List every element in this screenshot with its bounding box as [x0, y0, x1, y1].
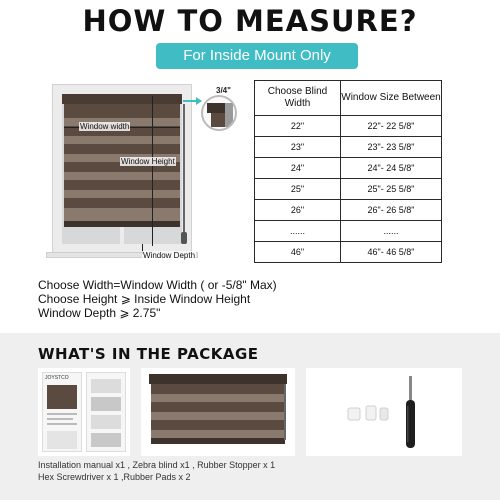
col-header-blind-width: Choose Blind Width	[255, 81, 341, 116]
table-row	[255, 242, 442, 263]
manual-step	[91, 415, 121, 429]
manual-step	[91, 433, 121, 447]
col-header-window-size: Window Size Between	[341, 81, 442, 116]
manual-text	[47, 418, 73, 420]
blind-sheer	[64, 136, 180, 144]
table-row	[255, 221, 442, 242]
manual-photo	[47, 385, 77, 409]
table-row	[255, 179, 442, 200]
table-cell: 26"- 26 5/8"	[341, 200, 442, 221]
blind-stripe	[64, 198, 180, 208]
hardware-image	[306, 368, 462, 456]
page-title: HOW TO MEASURE?	[82, 4, 418, 38]
table-cell: 24"	[255, 158, 341, 179]
table-cell: 24"- 24 5/8"	[341, 158, 442, 179]
manual-diagram	[47, 431, 77, 449]
table-cell: 25"- 25 5/8"	[341, 179, 442, 200]
manual-page-right	[86, 372, 126, 452]
height-rule: Choose Height ⩾ Inside Window Height	[38, 292, 251, 306]
inside-mount-badge: For Inside Mount Only	[156, 43, 358, 69]
height-guide-line	[152, 96, 153, 246]
width-rule: Choose Width=Window Width ( or -5/8" Max)	[38, 278, 277, 292]
manual-text	[47, 413, 77, 415]
height-label: Window Height	[121, 157, 175, 166]
table-cell: 46"- 46 5/8"	[341, 242, 442, 263]
size-table	[254, 80, 442, 263]
package-contents-line1: Installation manual x1 , Zebra blind x1 , Rubber Stopper x 1	[38, 460, 276, 470]
rubber-pad-icon	[348, 408, 360, 420]
table-row	[255, 200, 442, 221]
table-header-row	[255, 81, 442, 116]
package-title: WHAT'S IN THE PACKAGE	[38, 345, 259, 363]
blind-sheer	[64, 172, 180, 180]
zebra-blind-card	[141, 368, 295, 456]
depth-rule: Window Depth ⩾ 2.75"	[38, 306, 161, 320]
blind-stripe	[64, 144, 180, 154]
table-cell: 46"	[255, 242, 341, 263]
table-row	[255, 137, 442, 158]
zebra-blind-image	[141, 368, 295, 456]
blind-bottomrail	[64, 221, 180, 227]
inset-pointer-head	[196, 97, 202, 105]
manual-text	[47, 423, 77, 425]
table-row	[255, 116, 442, 137]
manual-step	[91, 379, 121, 393]
blind-sheer	[64, 190, 180, 198]
table-cell: 22"	[255, 116, 341, 137]
table-cell: ......	[255, 221, 341, 242]
screwdriver-icon	[406, 376, 415, 448]
width-label: Window width	[80, 122, 130, 131]
table-cell: 26"	[255, 200, 341, 221]
magnifier-inset-icon	[201, 95, 237, 131]
rubber-stopper-icon	[366, 406, 388, 420]
depth-label: Window Depth	[143, 251, 196, 260]
manual-page-left	[42, 372, 82, 452]
blind-headrail	[62, 94, 182, 104]
depth-inset-label: 3/4"	[216, 86, 231, 95]
manual-card	[38, 368, 130, 456]
hardware-card	[306, 368, 462, 456]
blind-cord	[183, 104, 185, 234]
manual-brand: JOYSTCO	[45, 375, 69, 381]
cord-weight	[181, 232, 187, 244]
table-cell: 22"- 22 5/8"	[341, 116, 442, 137]
table-cell: 25"	[255, 179, 341, 200]
manual-step	[91, 397, 121, 411]
blind-sheer	[64, 208, 180, 221]
table-cell: ......	[341, 221, 442, 242]
package-contents-line2: Hex Screwdriver x 1 ,Rubber Pads x 2	[38, 472, 191, 482]
blind-stripe	[64, 104, 180, 118]
table-cell: 23"	[255, 137, 341, 158]
table-row	[255, 158, 442, 179]
table-cell: 23"- 23 5/8"	[341, 137, 442, 158]
blind-stripe	[64, 180, 180, 190]
